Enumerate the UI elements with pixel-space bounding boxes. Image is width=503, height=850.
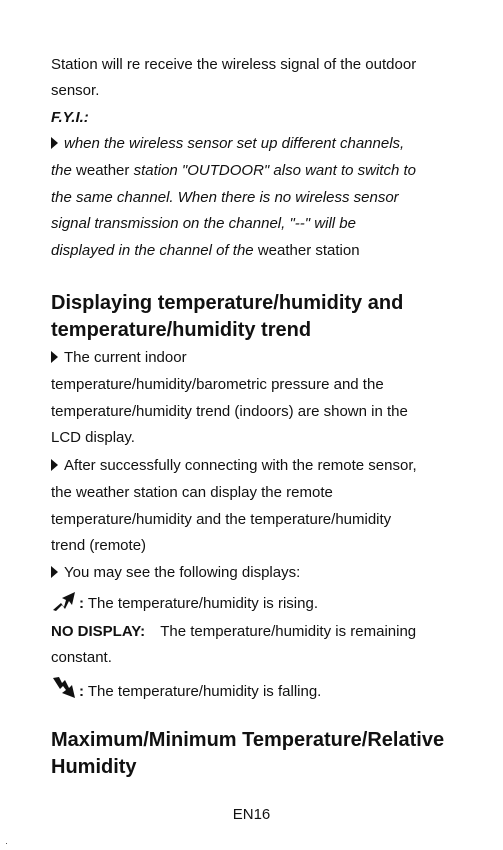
text-line: Station will re receive the wireless signal of the outdoor	[51, 56, 417, 73]
triangle-right-icon	[51, 351, 58, 363]
fyi-line: the weather station "OUTDOOR" also want to switch to	[51, 162, 416, 179]
page-dot	[6, 843, 7, 844]
heading-line: temperature/humidity trend	[51, 319, 312, 341]
trend-falling-row: : The temperature/humidity is falling.	[51, 676, 321, 706]
fyi-line: signal transmission on the channel, "--" will be	[51, 215, 356, 232]
arrow-up-right-icon	[51, 590, 77, 618]
text-line: trend (remote)	[51, 537, 147, 554]
triangle-right-icon	[51, 459, 58, 471]
text-line: constant.	[51, 649, 112, 666]
no-display-label: NO DISPLAY:	[51, 623, 146, 640]
trend-rising-row: : The temperature/humidity is rising.	[51, 590, 318, 618]
fyi-label: F.Y.I.:	[51, 109, 89, 126]
fyi-line: when the wireless sensor set up different channels,	[51, 134, 404, 154]
text-line: sensor.	[51, 82, 100, 99]
fyi-line: displayed in the channel of the weather station	[51, 242, 360, 259]
bullet-line: The current indoor	[51, 348, 187, 368]
heading-line: Humidity	[51, 756, 137, 778]
triangle-right-icon	[51, 137, 58, 149]
arrow-down-right-icon	[51, 676, 77, 706]
bullet-line: After successfully connecting with the remote sensor,	[51, 456, 417, 476]
triangle-right-icon	[51, 566, 58, 578]
bullet-line: You may see the following displays:	[51, 563, 300, 583]
text-line: temperature/humidity and the temperature/humidity	[51, 511, 392, 528]
text-line: the weather station can display the remote	[51, 484, 333, 501]
page-number: EN16	[232, 806, 271, 823]
text-line: LCD display.	[51, 429, 135, 446]
fyi-line: the same channel. When there is no wireless sensor	[51, 189, 399, 206]
heading-line: Displaying temperature/humidity and	[51, 292, 404, 314]
text-line: temperature/humidity trend (indoors) are shown in the	[51, 403, 408, 420]
heading-line: Maximum/Minimum Temperature/Relative	[51, 729, 445, 751]
text-line: NO DISPLAY: The temperature/humidity is remaining	[51, 623, 417, 640]
text-line: temperature/humidity/barometric pressure and the	[51, 376, 384, 393]
